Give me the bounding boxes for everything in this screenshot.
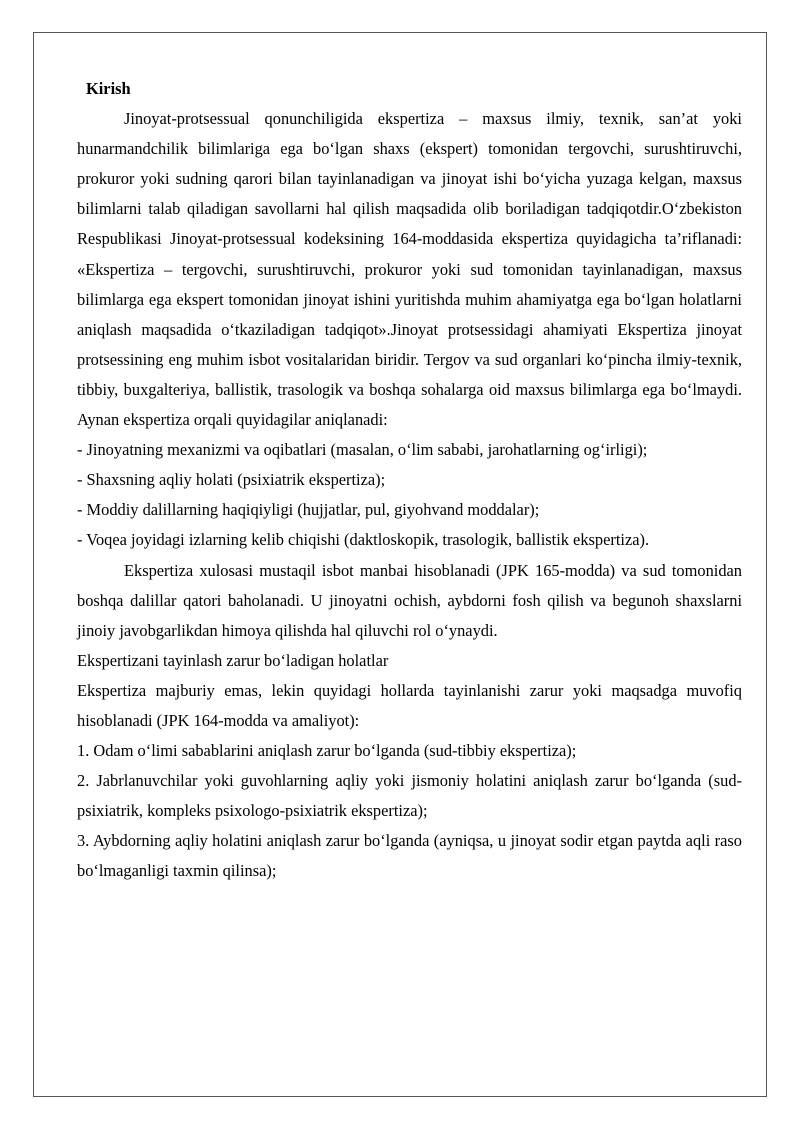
- list-item-2: - Shaxsning aqliy holati (psixiatrik ekspertiza);: [77, 470, 386, 490]
- case-item-1: 1. Odam o‘limi sabablarini aniqlash zarur bo‘lganda (sud-tibbiy ekspertiza);: [77, 741, 577, 761]
- intro-paragraph: Jinoyat-protsessual qonunchiligida ekspertiza – maxsus ilmiy, texnik, san’at yoki hunarmandchilik bilimlariga ega bo‘lgan shaxs (ekspert) tomonidan tergovchi, surushtiruvchi, prokuror yoki sudning qarori bilan tayinlanadigan va jinoyat ishi bo‘yicha yuzaga kelgan, maxsus bilimlarni talab qiladigan savollarni hal qilish maqsadida olib boriladigan tadqiqotdir.O‘zbekiston Respublikasi Jinoyat-protsessual kodeksining 164-moddasida ekspertiza quyidagicha ta’riflanadi: «Ekspertiza – tergovchi, surushtiruvchi, prokuror yoki sud tomonidan tayinlanadigan, maxsus bilimlarga ega ekspert tomonidan jinoyat ishini yuritishda muhim ahamiyatga ega bo‘lgan holatlarni aniqlash maqsadida o‘tkaziladigan tadqiqot».Jinoyat protsessidagi ahamiyati Ekspertiza jinoyat protsessining eng muhim isbot vositalaridan biridir. Tergov va sud organlari ko‘pincha ilmiy-texnik, tibbiy, buxgalteriya, ballistik, trasologik va boshqa sohalarga oid maxsus bilimlarga ega bo‘lmaydi. Aynan ekspertiza orqali quyidagilar aniqlanadi:: [77, 109, 742, 430]
- list-item-3: - Moddiy dalillarning haqiqiyligi (hujjatlar, pul, giyohvand moddalar);: [77, 500, 540, 520]
- case-item-2: 2. Jabrlanuvchilar yoki guvohlarning aqliy yoki jismoniy holatini aniqlash zarur bo‘lganda (sud-psixiatrik, kompleks psixologo-psixiatrik ekspertiza);: [77, 771, 742, 821]
- document-body: [77, 74, 742, 887]
- conclusion-paragraph: Ekspertiza xulosasi mustaqil isbot manbai hisoblanadi (JPK 165-modda) va sud tomonidan boshqa dalillar qatori baholanadi. U jinoyatni ochish, aybdorni fosh qilish va begunoh shaxslarni jinoiy javobgarlikdan himoya qilishda hal qiluvchi rol o‘ynaydi.: [77, 560, 742, 640]
- case-item-3: 3. Aybdorning aqliy holatini aniqlash zarur bo‘lganda (ayniqsa, u jinoyat sodir etgan paytda aqli raso bo‘lmaganligi taxmin qilinsa);: [77, 831, 742, 881]
- subheading: Ekspertizani tayinlash zarur bo‘ladigan holatlar: [77, 650, 389, 670]
- list-item-1: - Jinoyatning mexanizmi va oqibatlari (masalan, o‘lim sababi, jarohatlarning og‘irligi);: [77, 440, 648, 460]
- mandatory-paragraph: Ekspertiza majburiy emas, lekin quyidagi hollarda tayinlanishi zarur yoki maqsadga muvofiq hisoblanadi (JPK 164-modda va amaliyot):: [77, 680, 742, 730]
- list-item-4: - Voqea joyidagi izlarning kelib chiqishi (daktloskopik, trasologik, ballistik ekspertiza).: [77, 530, 650, 550]
- section-heading: Kirish: [86, 79, 131, 98]
